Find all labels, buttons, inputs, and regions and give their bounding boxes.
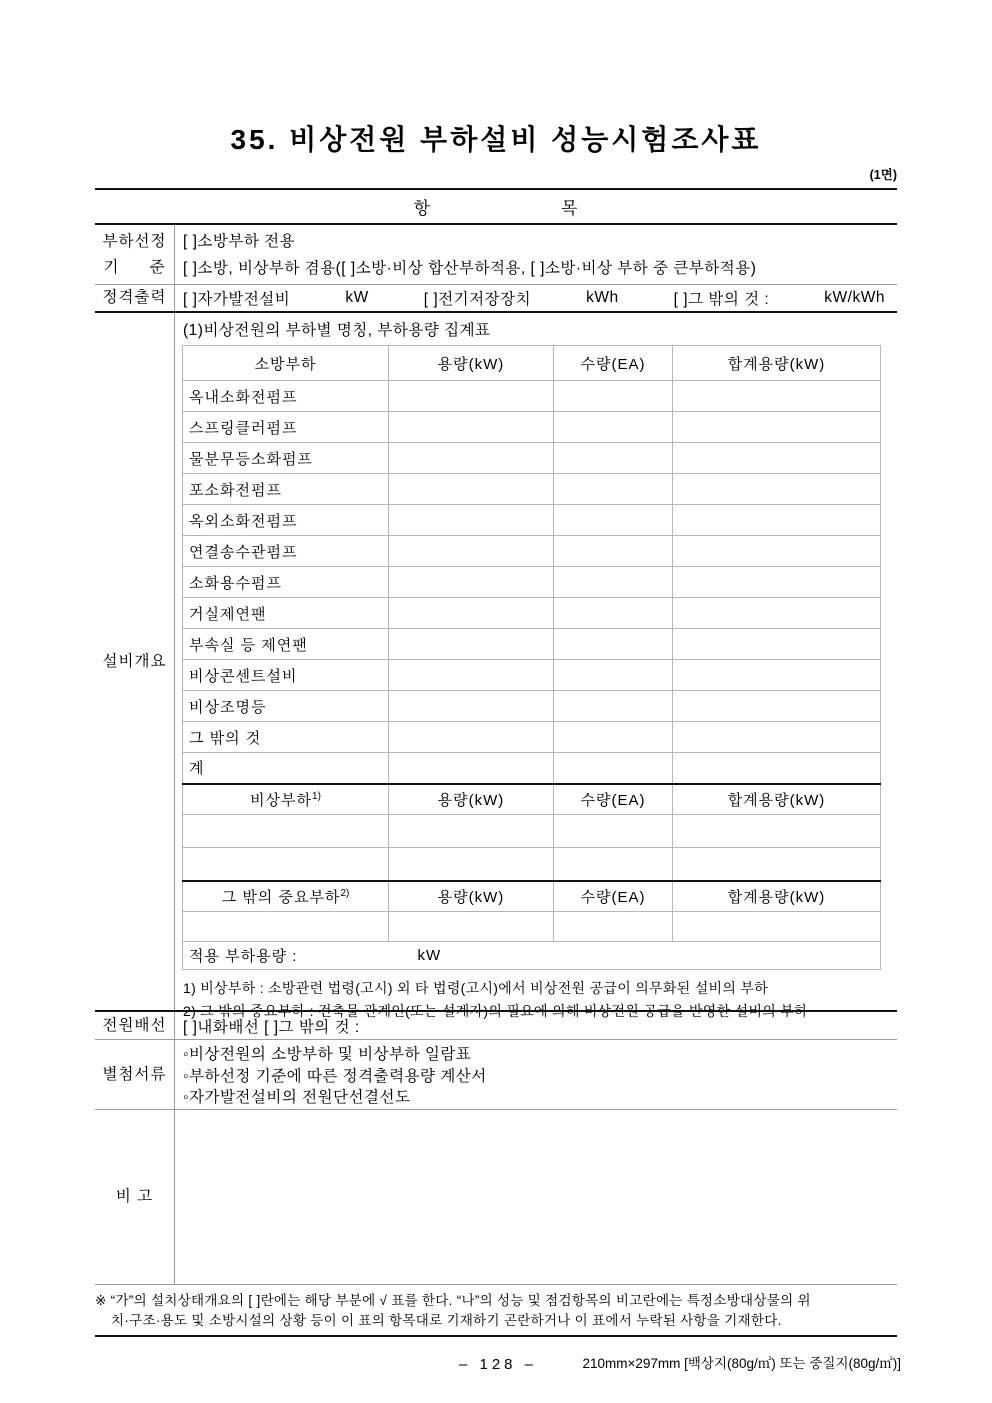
remarks-label: 비 고: [95, 1110, 175, 1284]
quantity-cell: [554, 629, 673, 660]
remarks-content: [175, 1110, 897, 1284]
total-capacity-cell: [673, 381, 881, 412]
fire-load-row: [183, 660, 881, 691]
rated-output-storage: [ ]전기저장장치: [423, 291, 532, 308]
label-jun: 준: [149, 258, 166, 276]
capacity-cell: [389, 443, 554, 474]
emergency-load-footnote-ref: 1): [312, 790, 321, 802]
instruction-note-line1: ※ “가”의 설치상태개요의 [ ]란에는 해당 부분에 √ 표를 한다. “나”의 성능 및 점검항목의 비고란에는 특정소방대상물의 위: [95, 1293, 811, 1308]
total-capacity-cell: [673, 848, 881, 881]
total-capacity-cell: [673, 722, 881, 753]
total-capacity-cell: [673, 753, 881, 784]
other-important-load-header-row: [183, 881, 881, 912]
col-quantity: 수량(EA): [554, 784, 673, 815]
load-name-cell: 연결송수관펌프: [183, 536, 389, 567]
equipment-overview-label: 설비개요: [95, 313, 175, 1010]
load-name-cell: 계: [183, 753, 389, 784]
quantity-cell: [554, 722, 673, 753]
rated-output-generator-unit: kW: [345, 289, 369, 306]
col-quantity: 수량(EA): [554, 881, 673, 912]
total-capacity-cell: [673, 912, 881, 942]
load-criteria-content: [175, 225, 897, 284]
load-name-cell: 스프링클러펌프: [183, 412, 389, 443]
total-capacity-cell: [673, 536, 881, 567]
instruction-note: [95, 1285, 897, 1337]
total-capacity-cell: [673, 629, 881, 660]
load-criteria-label: [95, 225, 175, 284]
attachment-item-1: ◦비상전원의 소방부하 및 비상부하 일람표: [183, 1046, 472, 1063]
label-gi: 기: [103, 258, 120, 276]
page-title: 35. 비상전원 부하설비 성능시험조사표: [230, 124, 762, 155]
load-name-cell: 옥외소화전펌프: [183, 505, 389, 536]
page-footer: [95, 1352, 901, 1378]
applied-load-unit: kW: [417, 947, 442, 964]
rated-output-label: 정격출력: [95, 285, 175, 311]
sheet-label: (1면): [869, 168, 897, 182]
other-important-load-title: 그 밖의 중요부하: [221, 888, 341, 906]
quantity-cell: [554, 660, 673, 691]
rated-output-generator: [ ]자가발전설비: [183, 291, 291, 308]
row-remarks: [95, 1110, 897, 1285]
col-capacity: 용량(kW): [389, 346, 554, 381]
col-total-capacity: 합계용량(kW): [673, 346, 881, 381]
other-important-load-footnote-ref: 2): [340, 887, 350, 899]
quantity-cell: [554, 536, 673, 567]
applied-load-row: [183, 942, 881, 970]
instruction-note-line2: 치·구조·용도 및 소방시설의 상황 등이 이 표의 항목대로 기재하기 곤란하거나 이 표에서 누락된 사항을 기재한다.: [111, 1313, 782, 1328]
col-other-important-load: [183, 881, 389, 912]
load-name-cell: 옥내소화전펌프: [183, 381, 389, 412]
capacity-cell: [389, 567, 554, 598]
fire-load-row: [183, 691, 881, 722]
rated-output-content: [175, 285, 897, 311]
fire-load-header-row: [183, 346, 881, 381]
row-attachments: [95, 1040, 897, 1110]
table-header-row: [95, 190, 897, 225]
load-name-cell: 비상조명등: [183, 691, 389, 722]
total-capacity-cell: [673, 691, 881, 722]
fire-load-row: [183, 722, 881, 753]
rated-output-storage-unit: kWh: [586, 289, 619, 306]
col-total-capacity: 합계용량(kW): [673, 784, 881, 815]
total-capacity-cell: [673, 443, 881, 474]
emergency-load-title: 비상부하: [250, 791, 313, 809]
capacity-cell: [389, 848, 554, 881]
col-fire-load: 소방부하: [183, 346, 389, 381]
emergency-load-header-row: [183, 784, 881, 815]
footnote-2: 2) 그 밖의 중요부하 : 건축물 관계인(또는 설계자)의 필요에 의해 비상전원 공급을 반영한 설비의 부하: [183, 1003, 808, 1019]
total-capacity-cell: [673, 412, 881, 443]
quantity-cell: [554, 505, 673, 536]
capacity-cell: [389, 474, 554, 505]
quantity-cell: [554, 567, 673, 598]
fire-load-row: [183, 598, 881, 629]
load-name-cell: [183, 848, 389, 881]
load-name-cell: [183, 912, 389, 942]
fire-load-row: [183, 443, 881, 474]
quantity-cell: [554, 474, 673, 505]
quantity-cell: [554, 412, 673, 443]
row-power-wiring: [95, 1012, 897, 1040]
col-capacity: 용량(kW): [389, 881, 554, 912]
load-name-cell: 소화용수펌프: [183, 567, 389, 598]
applied-load-label: 적용 부하용량 :: [189, 948, 298, 965]
load-summary-caption: (1)비상전원의 부하별 명칭, 부하용량 집계표: [183, 322, 491, 339]
rated-output-other: [ ]그 밖의 것 :: [673, 291, 770, 308]
load-name-cell: 부속실 등 제연팬: [183, 629, 389, 660]
fire-load-row: [183, 474, 881, 505]
capacity-cell: [389, 912, 554, 942]
capacity-cell: [389, 691, 554, 722]
fire-load-row: [183, 536, 881, 567]
capacity-cell: [389, 815, 554, 848]
power-wiring-label: 전원배선: [95, 1012, 175, 1039]
col-quantity: 수량(EA): [554, 346, 673, 381]
quantity-cell: [554, 381, 673, 412]
emergency-load-row: [183, 815, 881, 848]
applied-load-cell: [183, 942, 881, 970]
fire-load-row: [183, 629, 881, 660]
load-name-cell: [183, 815, 389, 848]
capacity-cell: [389, 536, 554, 567]
quantity-cell: [554, 598, 673, 629]
quantity-cell: [554, 815, 673, 848]
capacity-cell: [389, 412, 554, 443]
page-number: – 128 –: [458, 1356, 538, 1373]
power-wiring-content: [ ]내화배선 [ ]그 밖의 것 :: [183, 1018, 360, 1036]
col-capacity: 용량(kW): [389, 784, 554, 815]
header-mok: 목: [561, 199, 579, 218]
rated-output-other-unit: kW/kWh: [824, 289, 885, 306]
total-capacity-cell: [673, 567, 881, 598]
quantity-cell: [554, 691, 673, 722]
row-load-criteria: [95, 225, 897, 285]
header-hang: 항: [413, 199, 431, 218]
load-name-cell: 물분무등소화펌프: [183, 443, 389, 474]
equipment-overview-content: [175, 313, 897, 1019]
paper-spec: 210mm×297mm [백상지(80g/㎡) 또는 중질지(80g/㎡)]: [582, 1356, 901, 1371]
capacity-cell: [389, 381, 554, 412]
emergency-load-row: [183, 848, 881, 881]
load-criteria-label-line1: 부하선정: [102, 232, 167, 250]
capacity-cell: [389, 753, 554, 784]
load-name-cell: 비상콘센트설비: [183, 660, 389, 691]
capacity-cell: [389, 629, 554, 660]
other-important-load-row: [183, 912, 881, 942]
total-capacity-cell: [673, 474, 881, 505]
load-name-cell: 포소화전펌프: [183, 474, 389, 505]
quantity-cell: [554, 443, 673, 474]
row-equipment-overview: [95, 313, 897, 1019]
survey-form-table: [95, 188, 897, 1337]
capacity-cell: [389, 722, 554, 753]
quantity-cell: [554, 848, 673, 881]
total-capacity-cell: [673, 660, 881, 691]
attachment-item-2: ◦부하선정 기준에 따른 정격출력용량 계산서: [183, 1067, 487, 1085]
col-emergency-load: [183, 784, 389, 815]
fire-load-total-row: [183, 753, 881, 784]
row-rated-output: [95, 285, 897, 313]
quantity-cell: [554, 753, 673, 784]
load-summary-table: [182, 345, 881, 970]
fire-load-row: [183, 381, 881, 412]
total-capacity-cell: [673, 598, 881, 629]
col-total-capacity: 합계용량(kW): [673, 881, 881, 912]
quantity-cell: [554, 912, 673, 942]
attachments-content: [175, 1040, 897, 1109]
capacity-cell: [389, 660, 554, 691]
capacity-cell: [389, 505, 554, 536]
fire-load-row: [183, 412, 881, 443]
footnote-1: 1) 비상부하 : 소방관련 법령(고시) 외 타 법령(고시)에서 비상전원 공급이 의무화된 설비의 부하: [183, 980, 769, 996]
fire-load-row: [183, 505, 881, 536]
capacity-cell: [389, 598, 554, 629]
load-criteria-option-1: [ ]소방부하 전용: [183, 233, 296, 250]
load-name-cell: 거실제연팬: [183, 598, 389, 629]
load-name-cell: 그 밖의 것: [183, 722, 389, 753]
fire-load-row: [183, 567, 881, 598]
attachments-label: 별첨서류: [95, 1040, 175, 1109]
total-capacity-cell: [673, 815, 881, 848]
load-criteria-option-2: [ ]소방, 비상부하 겸용([ ]소방·비상 합산부하적용, [ ]소방·비상 부하 중 큰부하적용): [183, 260, 757, 277]
load-criteria-label-line2: [104, 255, 166, 281]
total-capacity-cell: [673, 505, 881, 536]
attachment-item-3: ◦자가발전설비의 전원단선결선도: [183, 1089, 411, 1106]
